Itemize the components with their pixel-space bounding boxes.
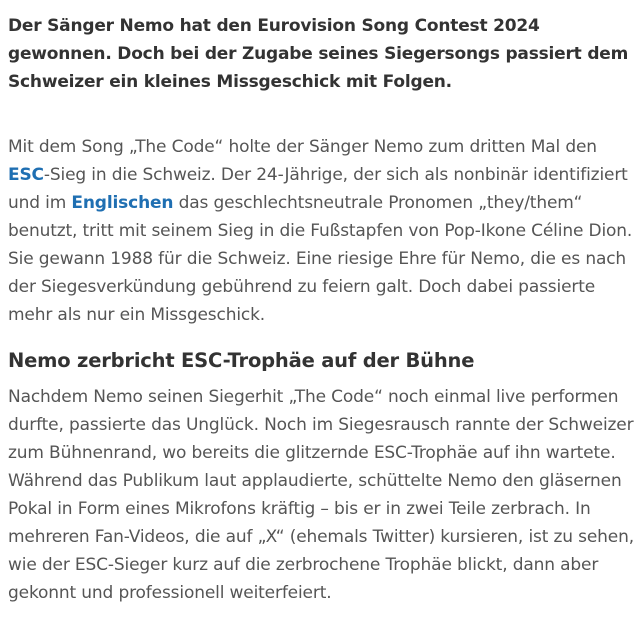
englischen-link[interactable]: Englischen (71, 193, 174, 213)
article-paragraph-2: Nachdem Nemo seinen Siegerhit „The Code“ noch einmal live performen durfte, passierte das Unglück. Noch im Siegesrausch rannte der Schweizer zum Bühnenrand, wo bereits die glitzernde ESC-Trophäe auf ihn wartete. Während das Publikum laut applaudierte, schüttelte Nemo den gläsernen Pokal in Form eines Mikrofons kräftig – bis er in zwei Teile zerbrach. In mehreren Fan-Videos, die auf „X“ (ehemals Twitter) kursieren, ist zu sehen, wie der ESC-Sieger kurz auf die zerbrochene Trophäe blickt, dann aber gekonnt und professionell weiterfeiert. (8, 387, 634, 603)
paragraph-1-text-middle: -Sieg in die Schweiz. Der 24-Jährige, der sich als nonbinär identifiziert und im (8, 165, 628, 213)
article-lead: Der Sänger Nemo hat den Eurovision Song Contest 2024 gewonnen. Doch bei der Zugabe seines Siegersongs passiert dem Schweizer ein kleines Missgeschick mit Folgen. (8, 16, 629, 92)
article-paragraph-1 (8, 133, 638, 329)
paragraph-1-text-start: Mit dem Song „The Code“ holte der Sänger Nemo zum dritten Mal den (8, 137, 597, 157)
article-body (8, 0, 638, 607)
paragraph-1-text-end: das geschlechtsneutrale Pronomen „they/them“ benutzt, tritt mit seinem Sieg in die Fußstapfen von Pop-Ikone Céline Dion. Sie gewann 1988 für die Schweiz. Eine riesige Ehre für Nemo, die es nach der Siegesverkündung gebührend zu feiern galt. Doch dabei passierte mehr als nur ein Missgeschick. (8, 193, 633, 325)
section-heading: Nemo zerbricht ESC-Trophäe auf der Bühne (8, 349, 475, 372)
esc-link[interactable]: ESC (8, 165, 44, 185)
